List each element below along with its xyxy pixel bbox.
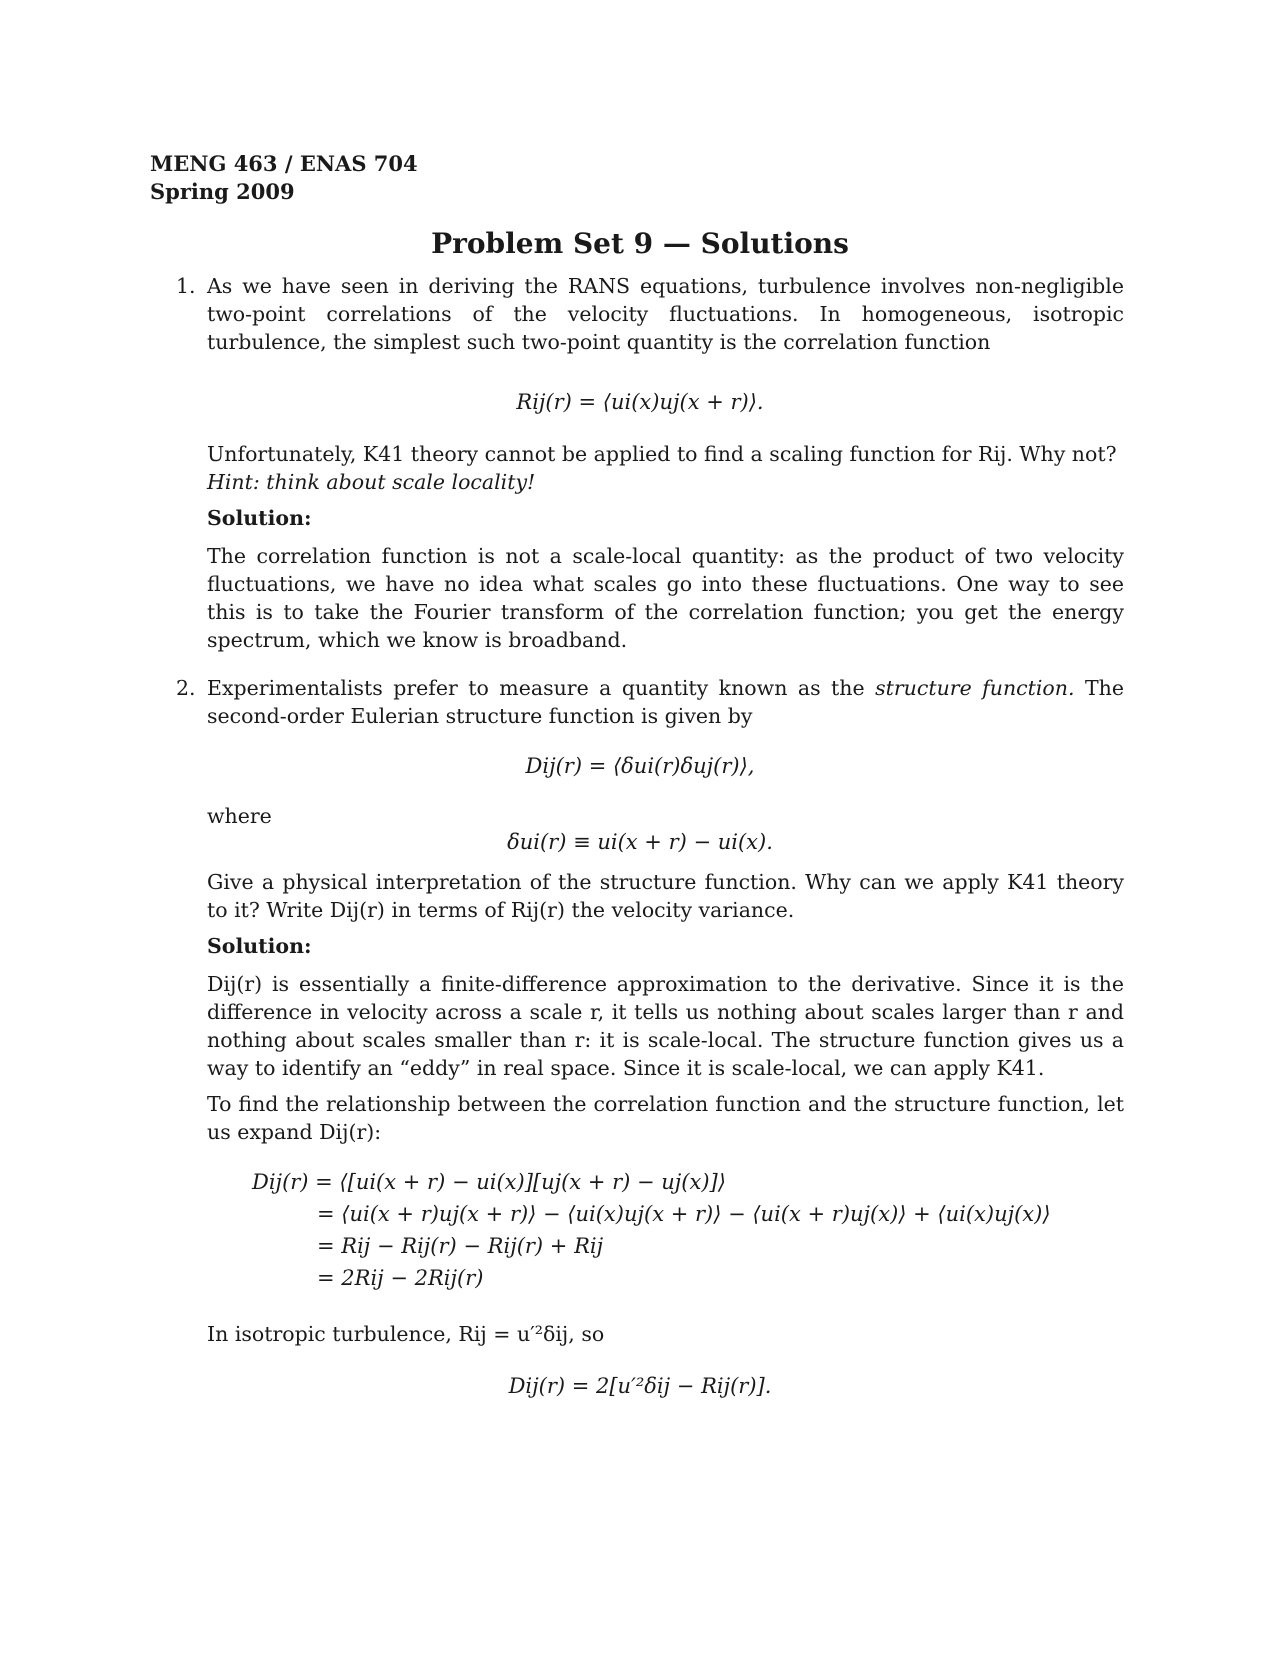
problem-2-text-a: Experimentalists prefer to measure a quantity known as the [207, 676, 865, 700]
problem-2-solution-label: Solution: [207, 934, 312, 958]
problem-1-hint: Hint: think about scale locality! [207, 470, 536, 494]
course-term: Spring 2009 [150, 179, 295, 204]
problem-2-text [207, 674, 1124, 730]
page-title: Problem Set 9 — Solutions [431, 227, 849, 260]
problem-1-number: 1. [176, 274, 196, 298]
problem-2-where: where [207, 804, 272, 828]
problem-1-solution: The correlation function is not a scale-local quantity: as the product of two velocity fluctuations, we have no idea what scales go into these fluctuations. One way to see this is to take the Fourier transform of the correlation function; you get the energy spectrum, which we know is broadband. [207, 544, 1124, 652]
correlation-function-equation: Rij(r) = ⟨ui(x)uj(x + r)⟩. [516, 390, 764, 414]
expansion-line-1: Dij(r) = ⟨[ui(x + r) − ui(x)][uj(x + r) − uj(x)]⟩ [252, 1170, 726, 1194]
problem-1-solution-label: Solution: [207, 506, 312, 530]
problem-2-equation-1 [0, 752, 1280, 780]
isotropic-statement: In isotropic turbulence, Rij = u′²δij, so [207, 1322, 605, 1346]
problem-1-question: Unfortunately, K41 theory cannot be applied to find a scaling function for Rij. Why not? [207, 442, 1117, 466]
expansion-line-4: = 2Rij − 2Rij(r) [317, 1266, 484, 1290]
course-code: MENG 463 / ENAS 704 [150, 151, 418, 176]
structure-function-equation: Dij(r) = ⟨δui(r)δuj(r)⟩, [525, 754, 755, 778]
problem-1-equation [0, 388, 1280, 416]
problem-2-solution-p1: Dij(r) is essentially a finite-difference approximation to the derivative. Since it is the difference in velocity across a scale r, it tells us nothing about scales larger than r and nothing about scales smaller than r: it is scale-local. The structure function gives us a way to identify an “eddy” in real space. Since it is scale-local, we can apply K41. [207, 972, 1124, 1080]
velocity-difference-equation: δui(r) ≡ ui(x + r) − ui(x). [507, 830, 773, 854]
problem-2-term-structure-function: structure function. [875, 676, 1075, 700]
problem-1-text: As we have seen in deriving the RANS equations, turbulence involves non-negligible two-point correlations of the velocity fluctuations. In homogeneous, isotropic turbulence, the simplest such two-point quantity is the correlation function [207, 274, 1124, 354]
problem-2-number: 2. [176, 676, 196, 700]
problem-2-question: Give a physical interpretation of the structure function. Why can we apply K41 theory to it? Write Dij(r) in terms of Rij(r) the velocity variance. [207, 870, 1124, 922]
problem-2-solution-p2: To find the relationship between the correlation function and the structure function, let us expand Dij(r): [207, 1092, 1124, 1144]
problem-1-question-block [207, 440, 1124, 496]
problem-2-text-b: The second-order Eulerian structure function is given by [207, 676, 1124, 728]
problem-2-equation-2 [0, 828, 1280, 856]
course-header [150, 150, 418, 206]
final-equation [0, 1372, 1280, 1400]
expansion-line-3: = Rij − Rij(r) − Rij(r) + Rij [317, 1234, 604, 1258]
expansion-line-2: = ⟨ui(x + r)uj(x + r)⟩ − ⟨ui(x)uj(x + r)⟩ − ⟨ui(x + r)uj(x)⟩ + ⟨ui(x)uj(x)⟩ [317, 1202, 1051, 1226]
final-structure-function-equation: Dij(r) = 2[u′²δij − Rij(r)]. [508, 1374, 772, 1398]
